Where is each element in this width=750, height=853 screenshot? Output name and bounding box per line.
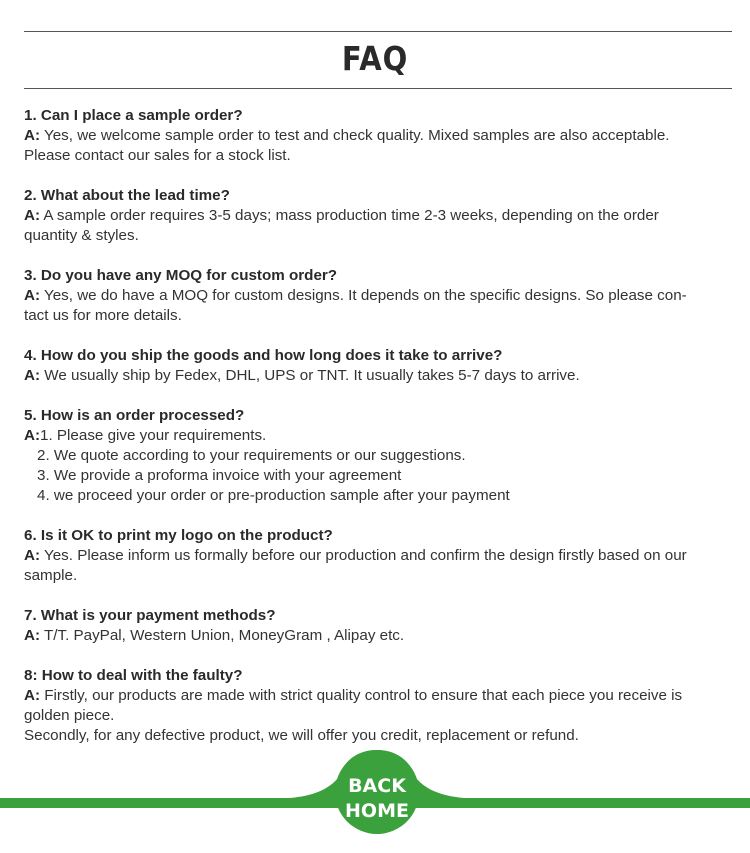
answer-prefix: A: <box>24 207 41 224</box>
answer-line: tact us for more details. <box>24 307 182 324</box>
back-home-label-line1: BACK <box>348 775 406 797</box>
answer-line: sample. <box>24 567 78 584</box>
answer-line: A sample order requires 3-5 days; mass production time 2-3 weeks, depending on the order <box>43 207 659 224</box>
process-step <box>24 426 734 446</box>
back-home-label-line2: HOME <box>345 800 409 822</box>
page-title: FAQ <box>341 39 409 78</box>
answer-prefix: A: <box>24 287 41 304</box>
faq-question: 7. What is your payment methods? <box>24 607 276 624</box>
faq-item-8 <box>24 666 734 746</box>
process-step: 3. We provide a proforma invoice with your agreement <box>37 467 402 484</box>
faq-answer <box>24 206 734 246</box>
faq-item-2 <box>24 186 734 246</box>
faq-question: 6. Is it OK to print my logo on the product? <box>24 527 333 544</box>
process-steps <box>24 426 734 506</box>
faq-answer <box>24 286 734 326</box>
answer-prefix: A: <box>24 547 41 564</box>
faq-answer <box>24 626 734 646</box>
faq-question: 3. Do you have any MOQ for custom order? <box>24 267 338 284</box>
title-top-rule <box>24 31 732 32</box>
answer-line: We usually ship by Fedex, DHL, UPS or TNT. It usually takes 5-7 days to arrive. <box>44 367 580 384</box>
process-step: 4. we proceed your order or pre-production sample after your payment <box>37 487 510 504</box>
faq-item-3 <box>24 266 734 326</box>
answer-line: quantity & styles. <box>24 227 139 244</box>
answer-line: T/T. PayPal, Western Union, MoneyGram , Alipay etc. <box>43 627 405 644</box>
faq-item-6 <box>24 526 734 586</box>
answer-line: Please contact our sales for a stock list. <box>24 147 291 164</box>
faq-question: 5. How is an order processed? <box>24 407 245 424</box>
answer-prefix: A: <box>24 127 41 144</box>
back-home-button[interactable] <box>290 738 464 834</box>
answer-line: Secondly, for any defective product, we will offer you credit, replacement or refund. <box>24 727 579 744</box>
faq-item-5 <box>24 406 734 506</box>
faq-question: 2. What about the lead time? <box>24 187 230 204</box>
faq-answer <box>24 366 734 386</box>
faq-item-7 <box>24 606 734 646</box>
answer-line: Yes, we welcome sample order to test and check quality. Mixed samples are also acceptable. <box>43 127 670 144</box>
process-step: 2. We quote according to your requirements or our suggestions. <box>37 447 466 464</box>
faq-question: 1. Can I place a sample order? <box>24 107 243 124</box>
answer-prefix: A: <box>24 427 41 444</box>
faq-question: 4. How do you ship the goods and how long does it take to arrive? <box>24 347 503 364</box>
faq-answer <box>24 686 734 746</box>
faq-answer <box>24 126 734 166</box>
faq-item-4 <box>24 346 734 386</box>
answer-line: Firstly, our products are made with strict quality control to ensure that each piece you receive is <box>44 687 683 704</box>
answer-prefix: A: <box>24 627 41 644</box>
answer-line: Yes, we do have a MOQ for custom designs. It depends on the specific designs. So please con- <box>43 287 687 304</box>
answer-line: Yes. Please inform us formally before our production and confirm the design firstly based on our <box>43 547 687 564</box>
title-bottom-rule <box>24 88 732 89</box>
answer-prefix: A: <box>24 367 41 384</box>
step-text: 1. Please give your requirements. <box>40 427 267 444</box>
faq-question: 8: How to deal with the faulty? <box>24 667 243 684</box>
faq-answer <box>24 546 734 586</box>
faq-item-1 <box>24 106 734 166</box>
answer-line: golden piece. <box>24 707 115 724</box>
answer-prefix: A: <box>24 687 41 704</box>
